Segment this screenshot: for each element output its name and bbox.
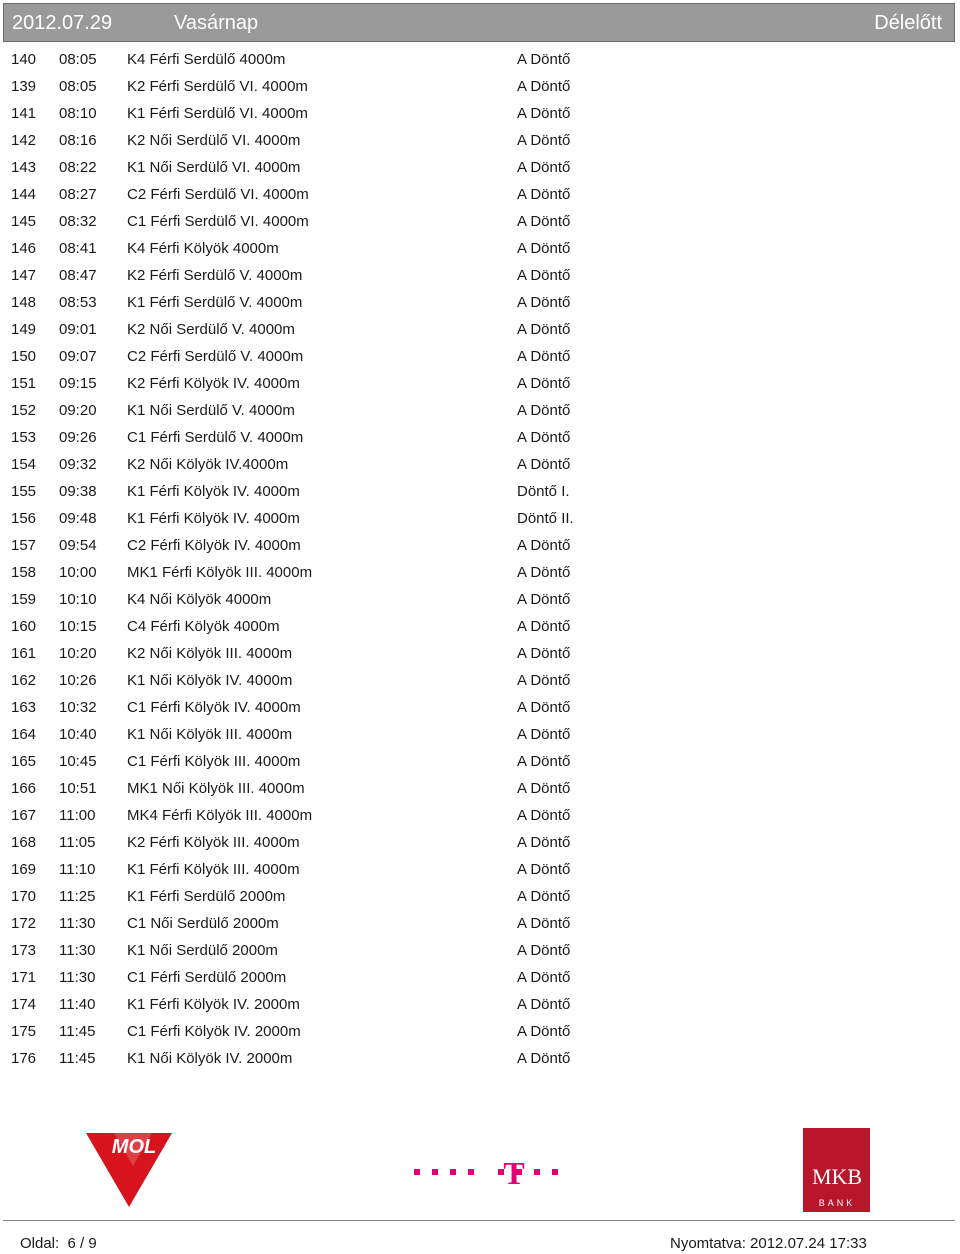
mkb-logo-text: MKB — [811, 1164, 863, 1189]
mkb-logo-subtext: BANK — [818, 1198, 856, 1208]
table-row — [0, 640, 960, 667]
race-event: C1 Férfi Kölyök IV. 4000m — [127, 699, 301, 716]
race-time: 10:51 — [59, 780, 97, 797]
table-row — [0, 343, 960, 370]
race-phase: A Döntő — [517, 807, 571, 824]
table-row — [0, 991, 960, 1018]
race-event: K1 Férfi Kölyök IV. 2000m — [127, 996, 300, 1013]
race-time: 09:20 — [59, 402, 97, 419]
race-phase: A Döntő — [517, 618, 571, 635]
footer-printed — [670, 1235, 867, 1252]
race-event: K1 Női Kölyök IV. 2000m — [127, 1050, 293, 1067]
race-event: C2 Férfi Serdülő V. 4000m — [127, 348, 304, 365]
race-number: 170 — [11, 888, 37, 905]
race-number: 162 — [11, 672, 37, 689]
race-number: 145 — [11, 213, 37, 230]
race-event: C2 Férfi Serdülő VI. 4000m — [127, 186, 309, 203]
table-row — [0, 127, 960, 154]
race-time: 08:16 — [59, 132, 97, 149]
race-time: 09:07 — [59, 348, 97, 365]
table-row — [0, 721, 960, 748]
race-time: 11:30 — [59, 915, 96, 932]
race-number: 176 — [11, 1050, 37, 1067]
race-phase: A Döntő — [517, 942, 571, 959]
race-phase: A Döntő — [517, 429, 571, 446]
race-number: 172 — [11, 915, 37, 932]
race-event: C1 Férfi Serdülő 2000m — [127, 969, 287, 986]
race-number: 143 — [11, 159, 37, 176]
race-phase: A Döntő — [517, 159, 571, 176]
race-event: K1 Férfi Serdülő 2000m — [127, 888, 286, 905]
race-number: 166 — [11, 780, 37, 797]
race-time: 09:32 — [59, 456, 97, 473]
table-row — [0, 937, 960, 964]
race-event: K2 Női Kölyök IV.4000m — [127, 456, 289, 473]
race-event: K2 Férfi Kölyök III. 4000m — [127, 834, 300, 851]
race-phase: A Döntő — [517, 51, 571, 68]
table-row — [0, 235, 960, 262]
header-session: Délelőtt — [874, 12, 942, 34]
table-row — [0, 181, 960, 208]
table-row — [0, 883, 960, 910]
page-header — [3, 3, 955, 42]
table-row — [0, 100, 960, 127]
race-event: K2 Férfi Kölyök IV. 4000m — [127, 375, 300, 392]
race-phase: Döntő I. — [517, 483, 570, 500]
race-time: 08:53 — [59, 294, 97, 311]
race-phase: A Döntő — [517, 753, 571, 770]
race-time: 11:40 — [59, 996, 96, 1013]
race-number: 168 — [11, 834, 37, 851]
footer-printed-value: 2012.07.24 17:33 — [750, 1235, 867, 1252]
race-event: K1 Férfi Serdülő V. 4000m — [127, 294, 303, 311]
table-row — [0, 856, 960, 883]
table-row — [0, 775, 960, 802]
table-row — [0, 505, 960, 532]
race-event: C4 Férfi Kölyök 4000m — [127, 618, 280, 635]
race-event: K2 Női Serdülő VI. 4000m — [127, 132, 301, 149]
race-event: K1 Női Kölyök IV. 4000m — [127, 672, 293, 689]
race-event: K2 Férfi Serdülő V. 4000m — [127, 267, 303, 284]
race-time: 08:32 — [59, 213, 97, 230]
race-number: 155 — [11, 483, 37, 500]
race-phase: A Döntő — [517, 348, 571, 365]
race-time: 11:45 — [59, 1023, 96, 1040]
race-time: 10:40 — [59, 726, 97, 743]
race-phase: Döntő II. — [517, 510, 574, 527]
race-time: 08:05 — [59, 78, 97, 95]
race-event: K1 Női Kölyök III. 4000m — [127, 726, 293, 743]
table-row — [0, 262, 960, 289]
header-date: 2012.07.29 — [12, 12, 113, 34]
race-event: C1 Férfi Kölyök III. 4000m — [127, 753, 301, 770]
race-time: 08:41 — [59, 240, 97, 257]
race-event: C1 Férfi Kölyök IV. 2000m — [127, 1023, 301, 1040]
table-row — [0, 910, 960, 937]
table-row — [0, 370, 960, 397]
race-time: 10:26 — [59, 672, 97, 689]
race-event: K1 Női Serdülő VI. 4000m — [127, 159, 301, 176]
race-phase: A Döntő — [517, 537, 571, 554]
race-event: MK4 Férfi Kölyök III. 4000m — [127, 807, 313, 824]
race-time: 10:15 — [59, 618, 97, 635]
race-time: 09:01 — [59, 321, 97, 338]
table-row — [0, 316, 960, 343]
race-number: 149 — [11, 321, 37, 338]
table-row — [0, 559, 960, 586]
race-time: 10:00 — [59, 564, 97, 581]
race-event: K1 Férfi Serdülő VI. 4000m — [127, 105, 308, 122]
table-row — [0, 424, 960, 451]
race-event: C1 Női Serdülő 2000m — [127, 915, 279, 932]
race-event: K4 Férfi Serdülő 4000m — [127, 51, 286, 68]
race-number: 173 — [11, 942, 37, 959]
race-phase: A Döntő — [517, 78, 571, 95]
race-time: 08:05 — [59, 51, 97, 68]
race-number: 148 — [11, 294, 37, 311]
race-time: 08:27 — [59, 186, 97, 203]
race-number: 157 — [11, 537, 37, 554]
race-number: 174 — [11, 996, 37, 1013]
race-time: 09:15 — [59, 375, 97, 392]
race-phase: A Döntő — [517, 294, 571, 311]
race-time: 10:10 — [59, 591, 97, 608]
race-event: K4 Férfi Kölyök 4000m — [127, 240, 279, 257]
race-phase: A Döntő — [517, 699, 571, 716]
race-phase: A Döntő — [517, 969, 571, 986]
race-time: 09:48 — [59, 510, 97, 527]
race-event: K2 Férfi Serdülő VI. 4000m — [127, 78, 308, 95]
race-number: 147 — [11, 267, 37, 284]
race-time: 11:05 — [59, 834, 96, 851]
table-row — [0, 478, 960, 505]
table-row — [0, 802, 960, 829]
race-time: 10:32 — [59, 699, 97, 716]
race-number: 165 — [11, 753, 37, 770]
race-time: 09:26 — [59, 429, 97, 446]
race-phase: A Döntő — [517, 321, 571, 338]
table-row — [0, 289, 960, 316]
race-number: 160 — [11, 618, 37, 635]
race-time: 09:54 — [59, 537, 97, 554]
race-time: 08:47 — [59, 267, 97, 284]
race-number: 144 — [11, 186, 37, 203]
race-number: 169 — [11, 861, 37, 878]
table-row — [0, 694, 960, 721]
race-time: 11:25 — [59, 888, 96, 905]
race-time: 11:00 — [59, 807, 96, 824]
race-number: 152 — [11, 402, 37, 419]
race-time: 09:38 — [59, 483, 97, 500]
race-event: K1 Női Serdülő 2000m — [127, 942, 278, 959]
table-row — [0, 73, 960, 100]
race-number: 142 — [11, 132, 37, 149]
race-number: 151 — [11, 375, 37, 392]
table-row — [0, 586, 960, 613]
race-time: 08:10 — [59, 105, 97, 122]
race-event: C1 Férfi Serdülő V. 4000m — [127, 429, 304, 446]
race-phase: A Döntő — [517, 402, 571, 419]
table-row — [0, 1018, 960, 1045]
footer-page-label: Oldal: — [20, 1235, 60, 1252]
table-row — [0, 667, 960, 694]
race-event: C2 Férfi Kölyök IV. 4000m — [127, 537, 301, 554]
table-row — [0, 532, 960, 559]
race-phase: A Döntő — [517, 888, 571, 905]
race-number: 171 — [11, 969, 37, 986]
race-event: K1 Férfi Kölyök IV. 4000m — [127, 483, 300, 500]
table-row — [0, 1045, 960, 1072]
race-phase: A Döntő — [517, 726, 571, 743]
race-phase: A Döntő — [517, 1050, 571, 1067]
race-time: 08:22 — [59, 159, 97, 176]
race-phase: A Döntő — [517, 132, 571, 149]
table-row — [0, 829, 960, 856]
race-phase: A Döntő — [517, 186, 571, 203]
race-event: C1 Férfi Serdülő VI. 4000m — [127, 213, 309, 230]
race-number: 167 — [11, 807, 37, 824]
footer-page-value: 6 / 9 — [67, 1235, 97, 1252]
table-row — [0, 613, 960, 640]
telekom-logo-text: T — [503, 1156, 525, 1186]
race-number: 158 — [11, 564, 37, 581]
race-number: 164 — [11, 726, 37, 743]
table-row — [0, 154, 960, 181]
footer-printed-label: Nyomtatva: — [670, 1235, 746, 1252]
race-phase: A Döntő — [517, 240, 571, 257]
race-phase: A Döntő — [517, 861, 571, 878]
race-phase: A Döntő — [517, 267, 571, 284]
race-number: 140 — [11, 51, 37, 68]
race-event: K1 Férfi Kölyök IV. 4000m — [127, 510, 300, 527]
race-phase: A Döntő — [517, 834, 571, 851]
race-phase: A Döntő — [517, 996, 571, 1013]
mol-logo-icon — [86, 1133, 172, 1207]
race-phase: A Döntő — [517, 1023, 571, 1040]
race-phase: A Döntő — [517, 213, 571, 230]
race-event: MK1 Férfi Kölyök III. 4000m — [127, 564, 313, 581]
race-number: 159 — [11, 591, 37, 608]
table-row — [0, 208, 960, 235]
race-number: 139 — [11, 78, 37, 95]
race-number: 163 — [11, 699, 37, 716]
table-row — [0, 748, 960, 775]
race-number: 175 — [11, 1023, 37, 1040]
race-phase: A Döntő — [517, 105, 571, 122]
race-number: 161 — [11, 645, 37, 662]
race-event: K4 Női Kölyök 4000m — [127, 591, 272, 608]
race-number: 154 — [11, 456, 37, 473]
race-phase: A Döntő — [517, 645, 571, 662]
table-row — [0, 46, 960, 73]
race-time: 11:45 — [59, 1050, 96, 1067]
race-phase: A Döntő — [517, 915, 571, 932]
race-phase: A Döntő — [517, 672, 571, 689]
race-number: 141 — [11, 105, 37, 122]
race-event: K2 Női Serdülő V. 4000m — [127, 321, 295, 338]
table-row — [0, 397, 960, 424]
footer-page — [20, 1235, 97, 1252]
telekom-logo-icon — [412, 1156, 562, 1186]
footer-divider — [3, 1220, 955, 1221]
mkb-logo-icon — [803, 1128, 870, 1212]
race-number: 146 — [11, 240, 37, 257]
race-time: 11:10 — [59, 861, 96, 878]
race-phase: A Döntő — [517, 591, 571, 608]
race-number: 153 — [11, 429, 37, 446]
race-phase: A Döntő — [517, 780, 571, 797]
race-time: 10:20 — [59, 645, 97, 662]
mol-logo-text: MOL — [111, 1136, 157, 1158]
race-number: 150 — [11, 348, 37, 365]
race-event: K2 Női Kölyök III. 4000m — [127, 645, 293, 662]
race-phase: A Döntő — [517, 375, 571, 392]
race-time: 10:45 — [59, 753, 97, 770]
table-row — [0, 451, 960, 478]
race-phase: A Döntő — [517, 564, 571, 581]
schedule-table — [0, 46, 960, 1072]
header-day: Vasárnap — [174, 12, 259, 34]
table-row — [0, 964, 960, 991]
race-phase: A Döntő — [517, 456, 571, 473]
race-event: MK1 Női Kölyök III. 4000m — [127, 780, 305, 797]
race-event: K1 Férfi Kölyök III. 4000m — [127, 861, 300, 878]
race-time: 11:30 — [59, 969, 96, 986]
race-number: 156 — [11, 510, 37, 527]
race-time: 11:30 — [59, 942, 96, 959]
race-event: K1 Női Serdülő V. 4000m — [127, 402, 295, 419]
